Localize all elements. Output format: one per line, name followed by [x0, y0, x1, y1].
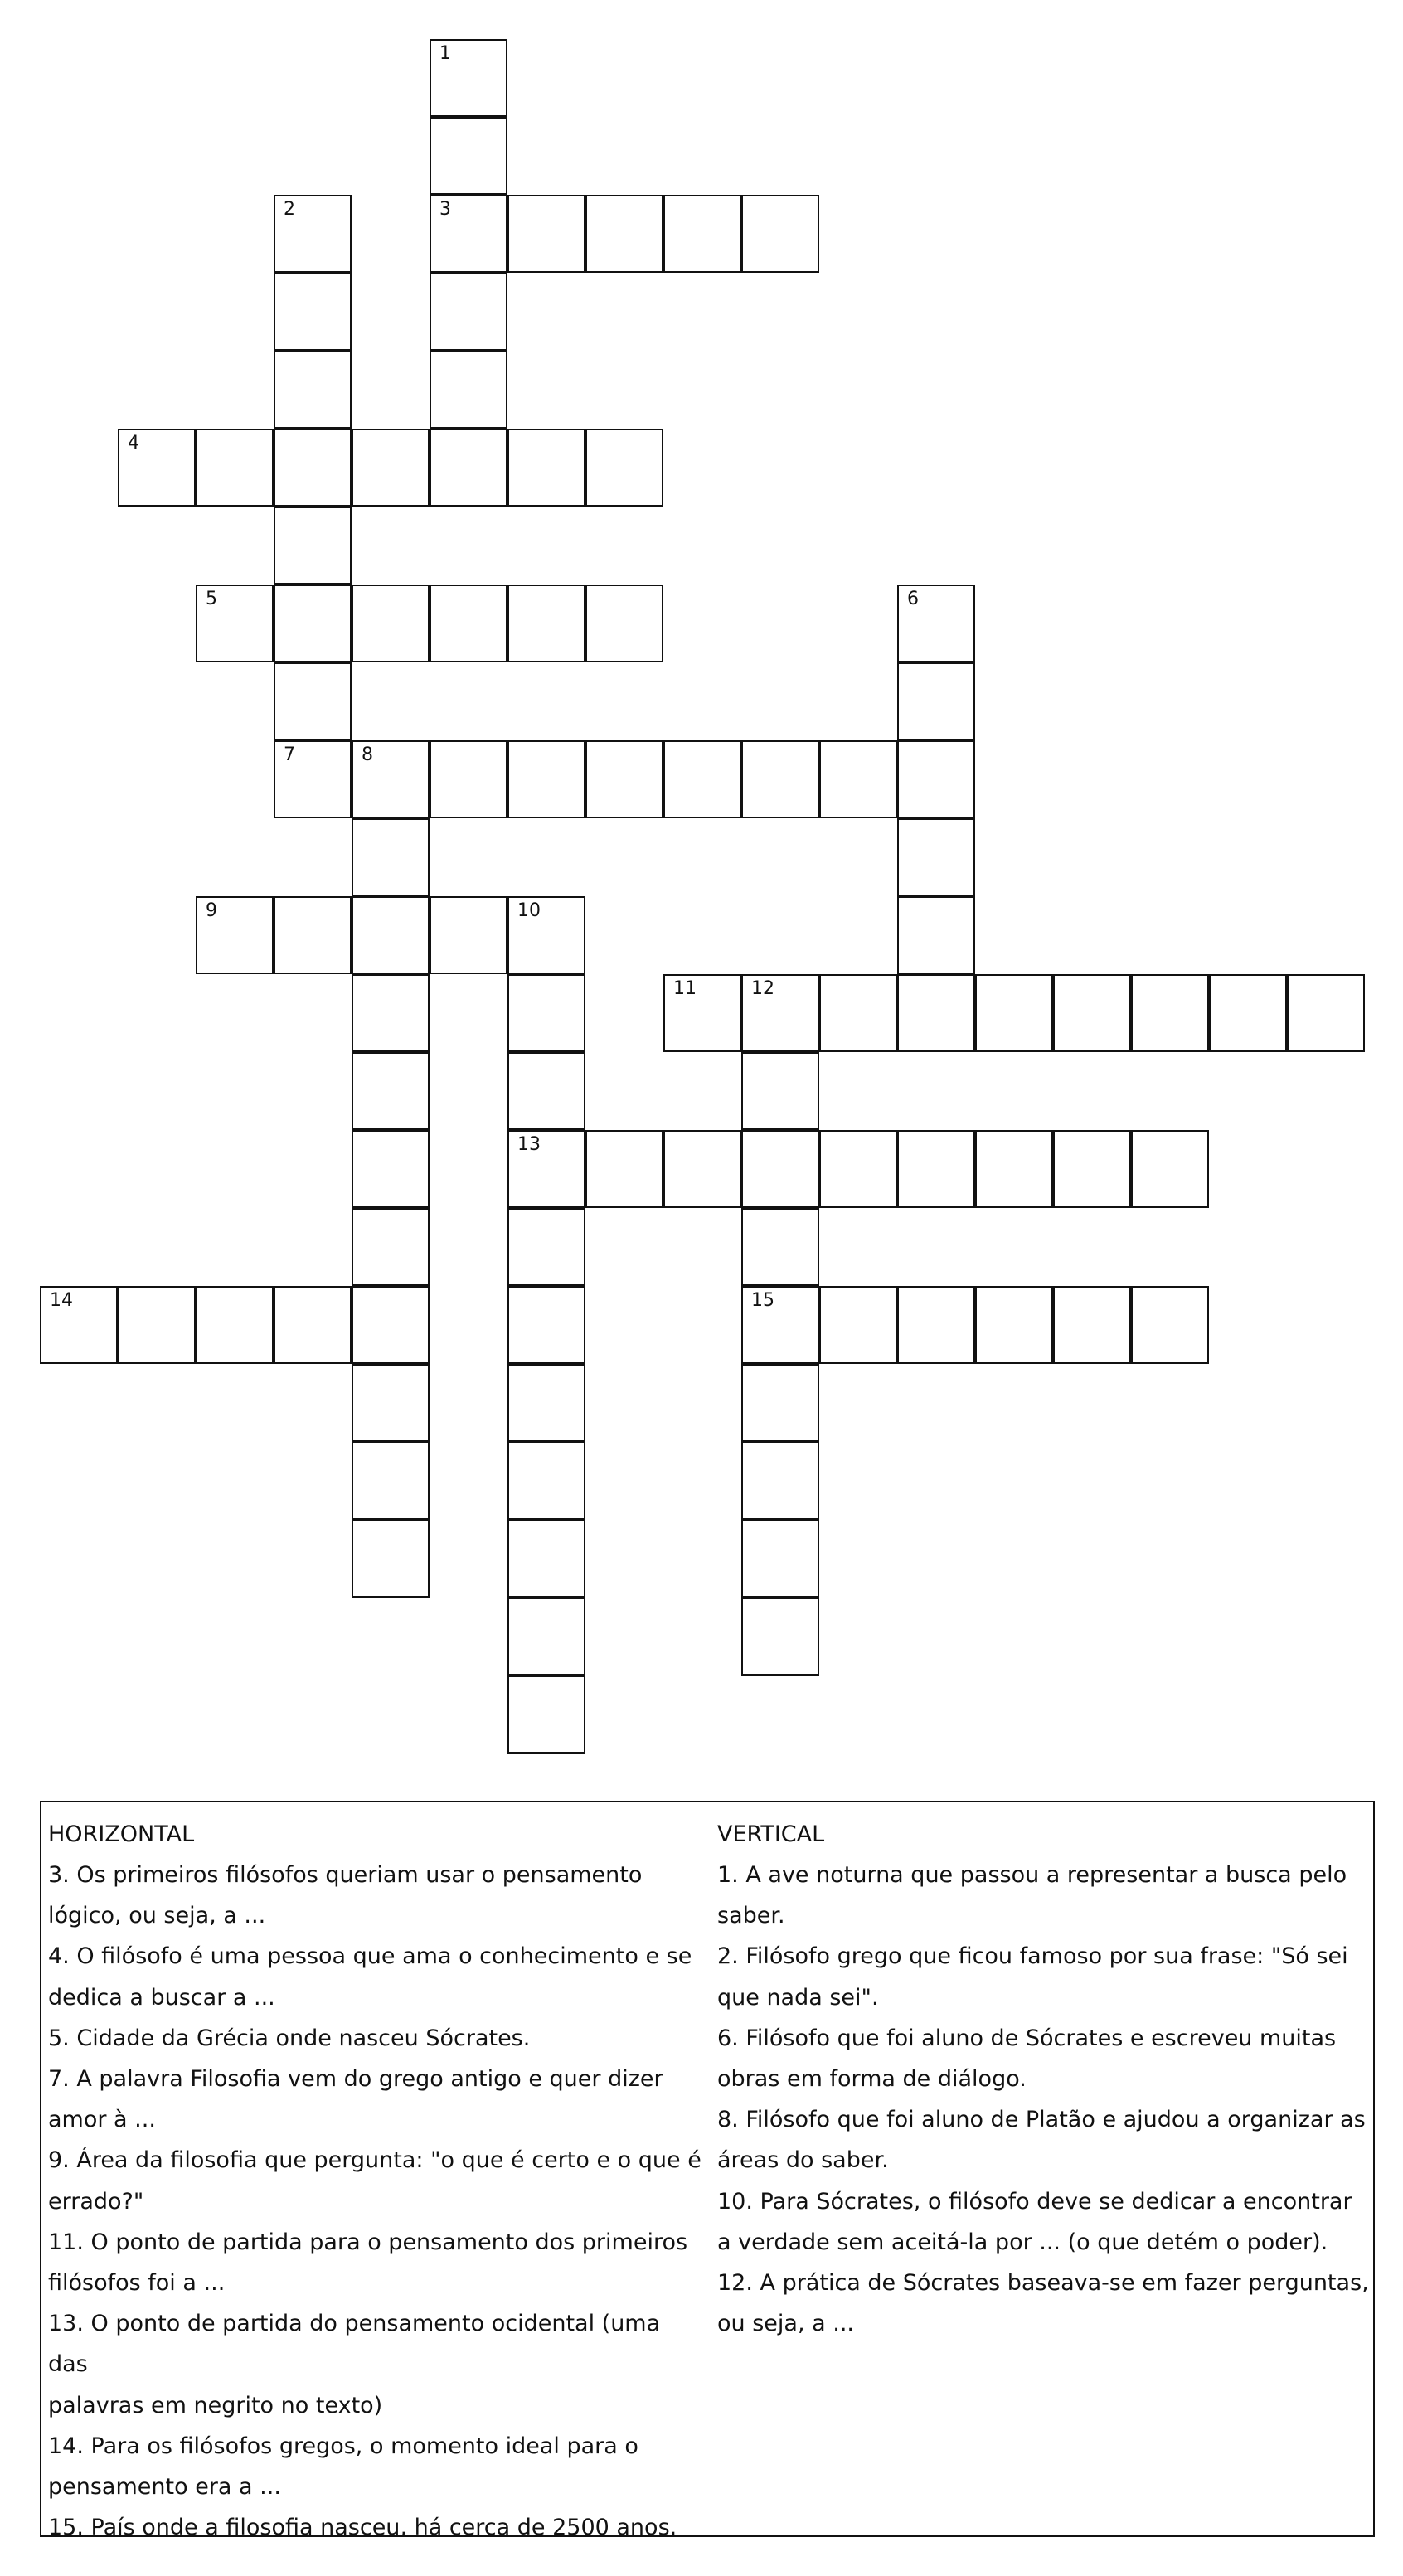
crossword-cell[interactable]	[897, 1130, 975, 1208]
crossword-cell[interactable]	[274, 740, 352, 818]
crossword-cell[interactable]	[741, 1286, 819, 1364]
clue-line: áreas do saber.	[717, 2147, 889, 2174]
crossword-cell[interactable]	[741, 195, 819, 273]
crossword-cell[interactable]	[663, 195, 741, 273]
crossword-cell[interactable]	[1053, 1130, 1131, 1208]
clue-line: 10. Para Sócrates, o filósofo deve se dedicar a encontrar	[717, 2188, 1352, 2215]
horizontal-clue-list	[48, 1855, 703, 2548]
crossword-cell[interactable]	[40, 1286, 118, 1364]
crossword-cell[interactable]	[352, 1442, 430, 1520]
cell-number: 2	[284, 199, 295, 220]
clue-line: filósofos foi a ...	[48, 2270, 226, 2297]
cell-number: 1	[439, 43, 451, 64]
crossword-cell[interactable]	[819, 1130, 897, 1208]
vertical-clues-column	[717, 1814, 1372, 2344]
vertical-heading: VERTICAL	[717, 1822, 825, 1847]
crossword-cell[interactable]	[352, 974, 430, 1052]
crossword-cell[interactable]	[507, 740, 585, 818]
crossword-cell[interactable]	[507, 1286, 585, 1364]
cell-number: 4	[128, 433, 139, 454]
crossword-cell[interactable]	[352, 818, 430, 896]
cell-number: 13	[517, 1134, 541, 1155]
crossword-cell[interactable]	[507, 1208, 585, 1286]
cell-number: 15	[751, 1290, 774, 1311]
cell-number: 9	[206, 900, 217, 921]
clue-line: 13. O ponto de partida do pensamento ocidental (uma das	[48, 2311, 661, 2378]
crossword-cell[interactable]	[585, 1130, 663, 1208]
crossword-cell[interactable]	[507, 1442, 585, 1520]
crossword-cell[interactable]	[507, 1364, 585, 1442]
crossword-cell[interactable]	[430, 39, 507, 117]
crossword-cell[interactable]	[741, 1364, 819, 1442]
crossword-cell[interactable]	[585, 429, 663, 507]
crossword-cell[interactable]	[897, 662, 975, 740]
crossword-cell[interactable]	[741, 1442, 819, 1520]
clue-line: 15. País onde a filosofia nasceu, há cerca de 2500 anos.	[48, 2515, 677, 2541]
crossword-cell[interactable]	[819, 740, 897, 818]
clue-line: pensamento era a ...	[48, 2474, 281, 2501]
crossword-cell[interactable]	[663, 1130, 741, 1208]
clue-line: 1. A ave noturna que passou a representar a busca pelo	[717, 1862, 1347, 1888]
cell-number: 11	[673, 978, 697, 999]
crossword-cell[interactable]	[897, 818, 975, 896]
crossword-cell[interactable]	[507, 1520, 585, 1598]
cell-number: 8	[362, 745, 373, 765]
crossword-cell[interactable]	[585, 740, 663, 818]
crossword-cell[interactable]	[975, 1286, 1053, 1364]
clue-line: a verdade sem aceitá-la por ... (o que detém o poder).	[717, 2229, 1328, 2255]
clue-line: 4. O filósofo é uma pessoa que ama o conhecimento e se	[48, 1943, 692, 1970]
crossword-cell[interactable]	[507, 974, 585, 1052]
crossword-cell[interactable]	[897, 896, 975, 974]
crossword-cell[interactable]	[352, 740, 430, 818]
crossword-cell[interactable]	[274, 585, 352, 662]
clue-line: 7. A palavra Filosofia vem do grego antigo e quer dizer	[48, 2066, 663, 2093]
crossword-cell[interactable]	[274, 351, 352, 429]
vertical-clue-list	[717, 1855, 1372, 2344]
crossword-cell[interactable]	[430, 585, 507, 662]
crossword-cell[interactable]	[507, 585, 585, 662]
crossword-cell[interactable]	[1131, 1130, 1209, 1208]
clue-line: obras em forma de diálogo.	[717, 2066, 1027, 2093]
clue-line: 8. Filósofo que foi aluno de Platão e ajudou a organizar as	[717, 2107, 1366, 2133]
crossword-cell[interactable]	[1131, 1286, 1209, 1364]
crossword-cell[interactable]	[430, 351, 507, 429]
crossword-cell[interactable]	[585, 585, 663, 662]
clue-line: amor à ...	[48, 2107, 156, 2133]
cell-number: 6	[907, 589, 919, 609]
crossword-cell[interactable]	[663, 740, 741, 818]
crossword-cell[interactable]	[352, 1364, 430, 1442]
clue-line: ou seja, a ...	[717, 2311, 854, 2337]
crossword-cell[interactable]	[1209, 974, 1287, 1052]
crossword-cell[interactable]	[352, 1520, 430, 1598]
crossword-cell[interactable]	[430, 896, 507, 974]
clue-line: 5. Cidade da Grécia onde nasceu Sócrates.	[48, 2025, 531, 2051]
crossword-cell[interactable]	[196, 585, 274, 662]
crossword-cell[interactable]	[741, 1130, 819, 1208]
crossword-cell[interactable]	[819, 974, 897, 1052]
crossword-cell[interactable]	[975, 1130, 1053, 1208]
clue-line: saber.	[717, 1903, 785, 1929]
crossword-cell[interactable]	[507, 1598, 585, 1676]
crossword-cell[interactable]	[507, 195, 585, 273]
crossword-cell[interactable]	[274, 273, 352, 351]
crossword-cell[interactable]	[196, 429, 274, 507]
crossword-cell[interactable]	[196, 896, 274, 974]
crossword-cell[interactable]	[352, 1286, 430, 1364]
crossword-cell[interactable]	[352, 429, 430, 507]
crossword-cell[interactable]	[1131, 974, 1209, 1052]
crossword-cell[interactable]	[352, 585, 430, 662]
crossword-cell[interactable]	[741, 740, 819, 818]
crossword-cell[interactable]	[274, 662, 352, 740]
cell-number: 10	[517, 900, 541, 921]
cell-number: 5	[206, 589, 217, 609]
crossword-cell[interactable]	[897, 1286, 975, 1364]
crossword-cell[interactable]	[1053, 1286, 1131, 1364]
crossword-cell[interactable]	[897, 740, 975, 818]
crossword-cell[interactable]	[507, 1052, 585, 1130]
clue-line: 3. Os primeiros filósofos queriam usar o pensamento	[48, 1862, 643, 1888]
crossword-cell[interactable]	[196, 1286, 274, 1364]
clue-line: errado?"	[48, 2188, 144, 2215]
crossword-cell[interactable]	[507, 1130, 585, 1208]
crossword-cell[interactable]	[585, 195, 663, 273]
clue-line: 11. O ponto de partida para o pensamento dos primeiros	[48, 2229, 688, 2255]
crossword-cell[interactable]	[741, 1052, 819, 1130]
clues-box	[40, 1801, 1375, 2541]
clue-line: 2. Filósofo grego que ficou famoso por sua frase: "Só sei	[717, 1943, 1348, 1970]
crossword-cell[interactable]	[897, 974, 975, 1052]
crossword-cell[interactable]	[430, 273, 507, 351]
crossword-cell[interactable]	[352, 1052, 430, 1130]
horizontal-heading: HORIZONTAL	[48, 1822, 195, 1847]
cell-number: 7	[284, 745, 295, 765]
crossword-cell[interactable]	[274, 195, 352, 273]
crossword-cell[interactable]	[274, 1286, 352, 1364]
clue-line: 6. Filósofo que foi aluno de Sócrates e escreveu muitas	[717, 2025, 1337, 2051]
crossword-cell[interactable]	[274, 507, 352, 585]
crossword-cell[interactable]	[1287, 974, 1365, 1052]
crossword-cell[interactable]	[1053, 974, 1131, 1052]
crossword-cell[interactable]	[507, 429, 585, 507]
crossword-cell[interactable]	[352, 1208, 430, 1286]
horizontal-clues-column	[48, 1814, 703, 2548]
crossword-cell[interactable]	[118, 429, 196, 507]
clue-line: dedica a buscar a ...	[48, 1984, 275, 2011]
crossword-cell[interactable]	[741, 1520, 819, 1598]
crossword-cell[interactable]	[975, 974, 1053, 1052]
crossword-cell[interactable]	[663, 974, 741, 1052]
crossword-cell[interactable]	[897, 585, 975, 662]
crossword-cell[interactable]	[274, 896, 352, 974]
crossword-cell[interactable]	[507, 896, 585, 974]
clue-line: que nada sei".	[717, 1984, 879, 2011]
crossword-cell[interactable]	[352, 1130, 430, 1208]
clue-line: 9. Área da filosofia que pergunta: "o que é certo e o que é	[48, 2147, 702, 2174]
clue-line: lógico, ou seja, a ...	[48, 1903, 266, 1929]
crossword-cell[interactable]	[274, 429, 352, 507]
crossword-cell[interactable]	[352, 896, 430, 974]
clue-line: palavras em negrito no texto)	[48, 2392, 383, 2418]
crossword-cell[interactable]	[507, 1676, 585, 1754]
crossword-cell[interactable]	[118, 1286, 196, 1364]
crossword-cell[interactable]	[741, 1598, 819, 1676]
crossword-cell[interactable]	[430, 117, 507, 195]
clue-line: 14. Para os filósofos gregos, o momento ideal para o	[48, 2433, 638, 2459]
cell-number: 3	[439, 199, 451, 220]
crossword-cell[interactable]	[819, 1286, 897, 1364]
crossword-cell[interactable]	[430, 195, 507, 273]
crossword-cell[interactable]	[741, 1208, 819, 1286]
cell-number: 14	[50, 1290, 73, 1311]
cell-number: 12	[751, 978, 774, 999]
crossword-cell[interactable]	[430, 429, 507, 507]
crossword-cell[interactable]	[741, 974, 819, 1052]
crossword-cell[interactable]	[430, 740, 507, 818]
clue-line: 12. A prática de Sócrates baseava-se em fazer perguntas,	[717, 2270, 1369, 2297]
